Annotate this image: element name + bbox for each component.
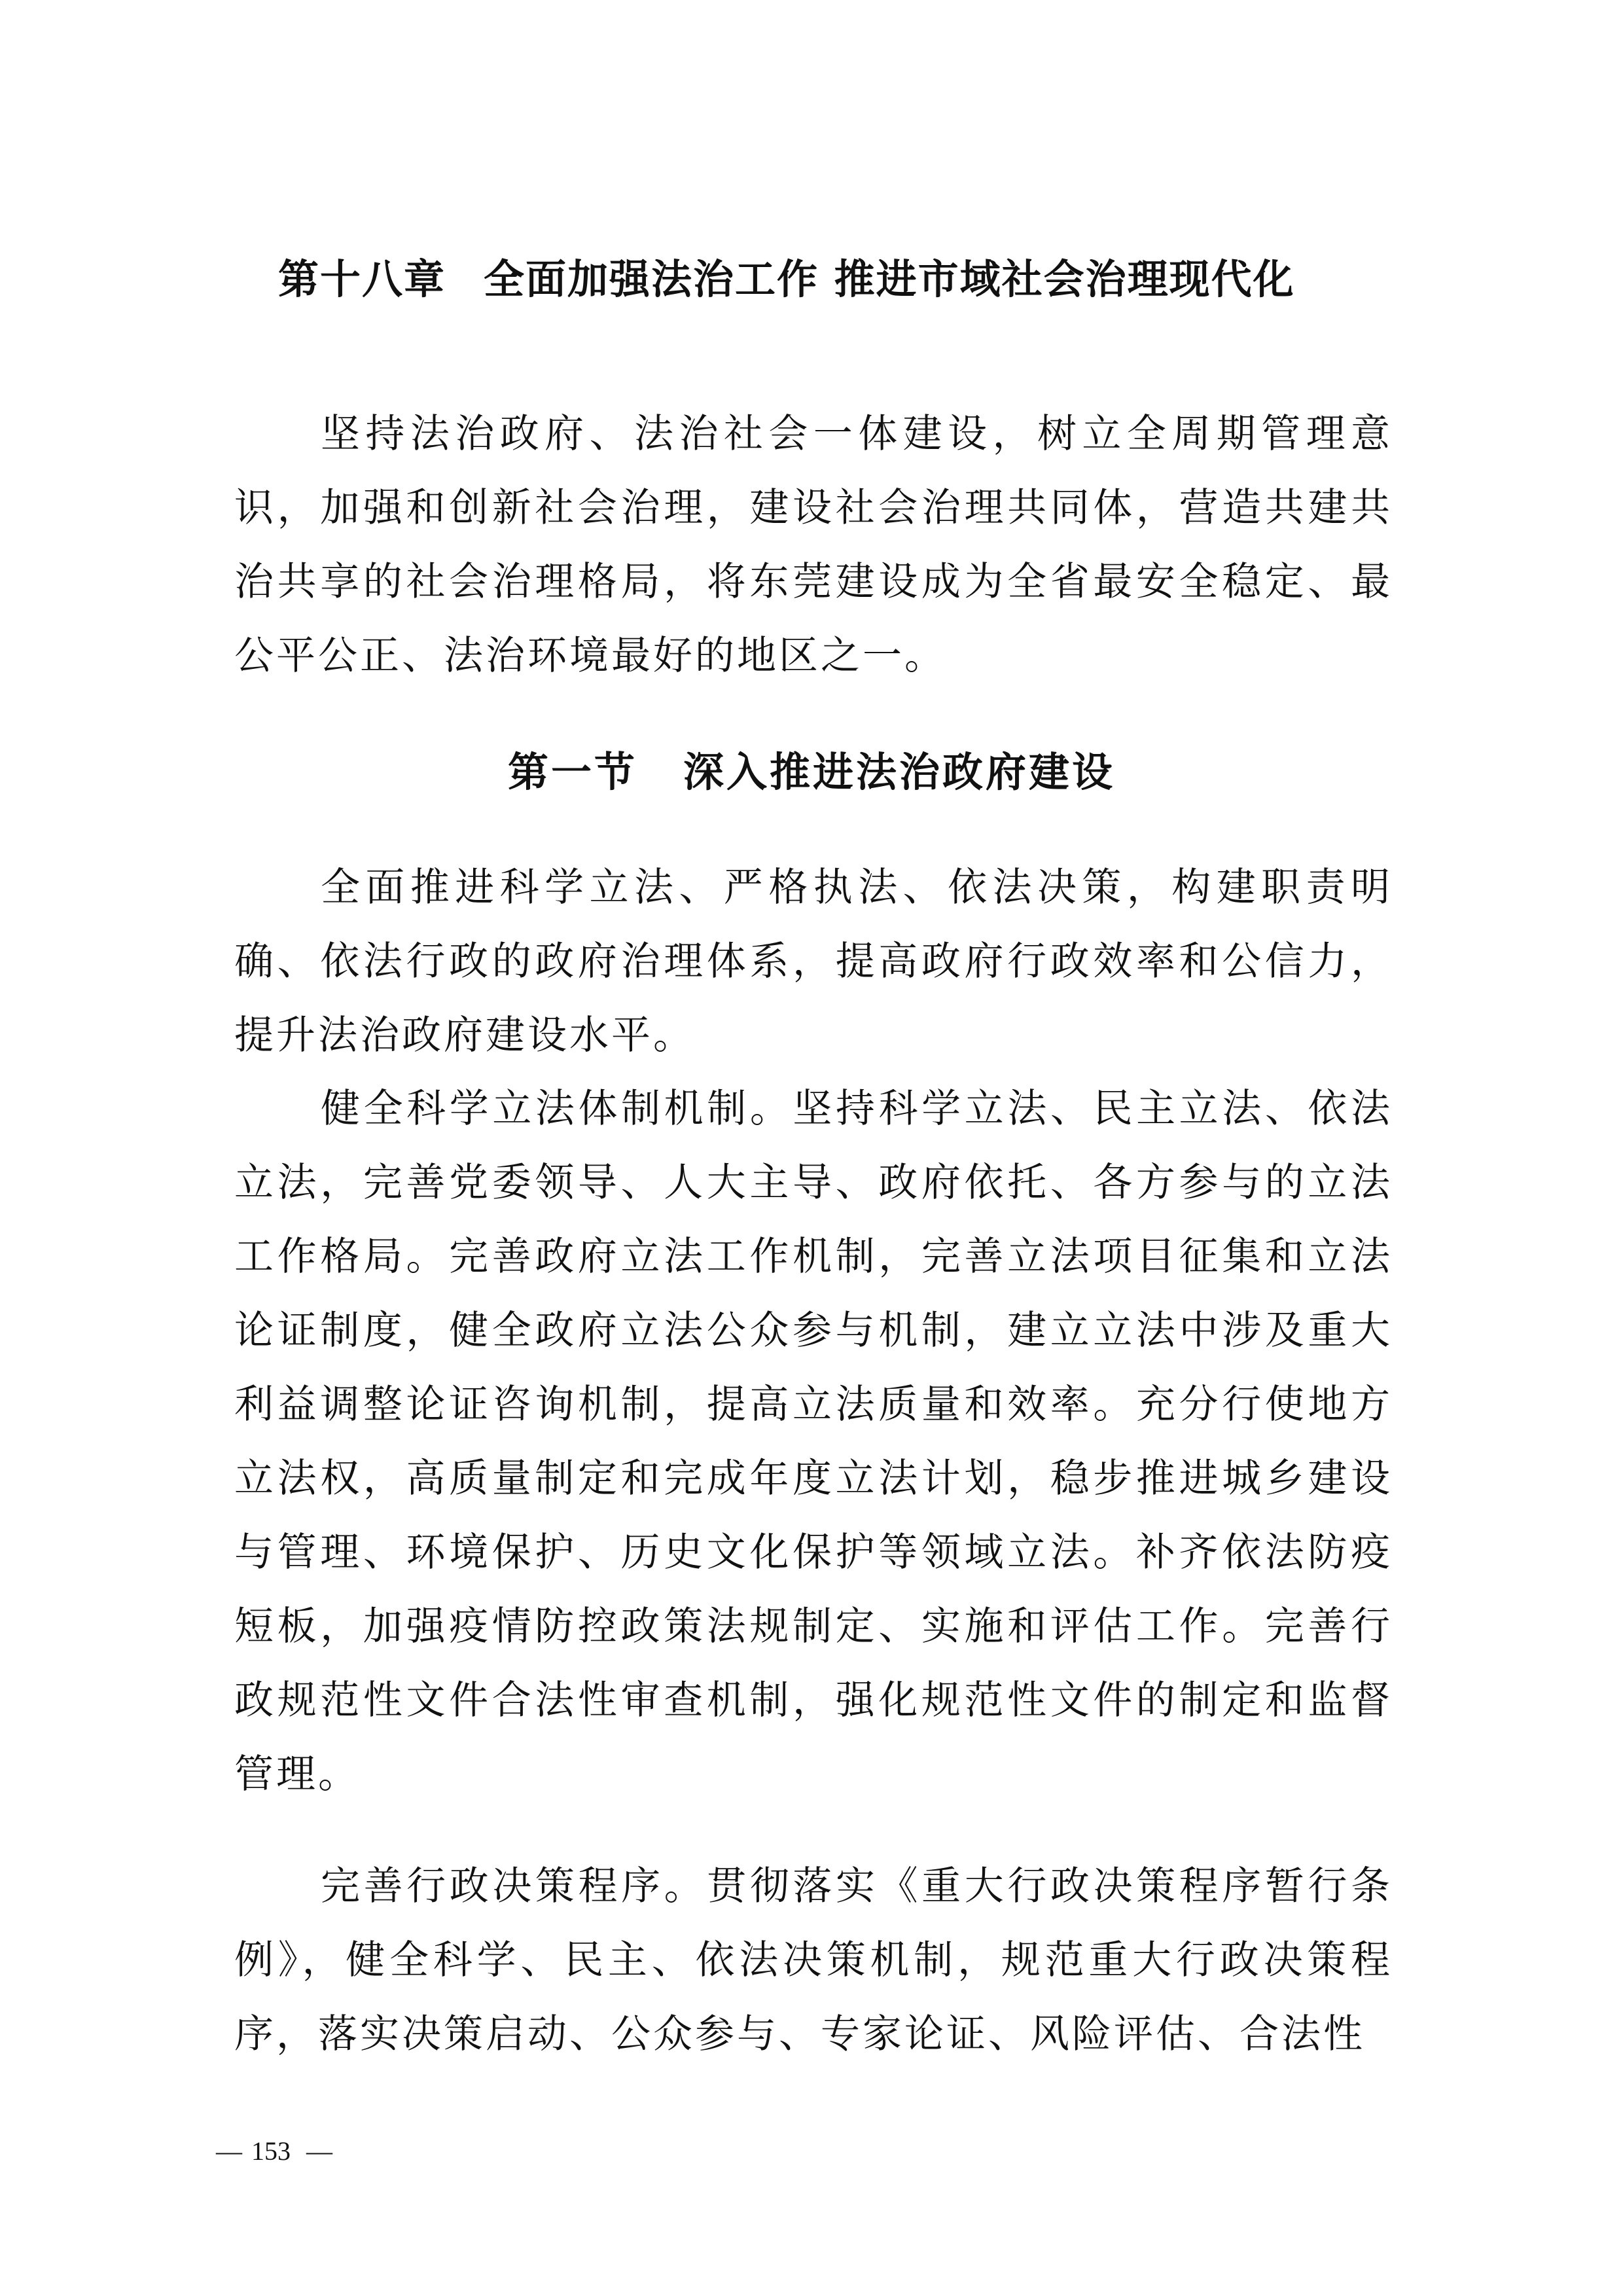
section-heading <box>0 743 1623 802</box>
item-paragraph-decision <box>234 1850 1393 2072</box>
item-body: 坚持科学立法、民主立法、依法立法，完善党委领导、人大主导、政府依托、各方参与的立法工作格局。完善政府立法工作机制，完善立法项目征集和立法论证制度，健全政府立法公众参与机制，建立立法中涉及重大利益调整论证咨询机制，提高立法质量和效率。充分行使地方立法权，高质量制定和完成年度立法计划，稳步推进城乡建设与管理、环境保护、历史文化保护等领域立法。补齐依法防疫短板，加强疫情防控政策法规制定、实施和评估工作。完善行政规范性文件合法性审查机制，强化规范性文件的制定和监督管理。 <box>234 1086 1393 1797</box>
page-footer <box>216 2135 332 2168</box>
item-body: 贯彻落实《重大行政决策程序暂行条例》，健全科学、民主、依法决策机制，规范重大行政决策程序，落实决策启动、公众参与、专家论证、风险评估、合法性 <box>234 1863 1393 2057</box>
chapter-heading <box>278 250 1391 309</box>
item-lead: 健全科学立法体制机制。 <box>321 1086 793 1132</box>
section-intro-paragraph: 全面推进科学立法、严格执法、依法决策，构建职责明确、依法行政的政府治理体系，提高政府行政效率和公信力，提升法治政府建设水平。 <box>234 865 1393 1058</box>
chapter-number: 第十八章 <box>278 255 446 303</box>
section-title: 深入推进法治政府建设 <box>683 748 1116 796</box>
section-number: 第一节 <box>507 748 637 796</box>
chapter-title: 全面加强法治工作 推进市域社会治理现代化 <box>484 255 1295 303</box>
item-lead: 完善行政决策程序。 <box>321 1863 707 1909</box>
item-paragraph-legislation <box>234 1072 1393 1812</box>
footer-dash-right: — <box>306 2136 332 2166</box>
chapter-intro-paragraph: 坚持法治政府、法治社会一体建设，树立全周期管理意识，加强和创新社会治理，建设社会治理共同体，营造共建共治共享的社会治理格局，将东莞建设成为全省最安全稳定、最公平公正、法治环境最好的地区之一。 <box>234 411 1393 679</box>
footer-dash-left: — <box>216 2136 242 2166</box>
page-number: 153 <box>251 2136 291 2166</box>
